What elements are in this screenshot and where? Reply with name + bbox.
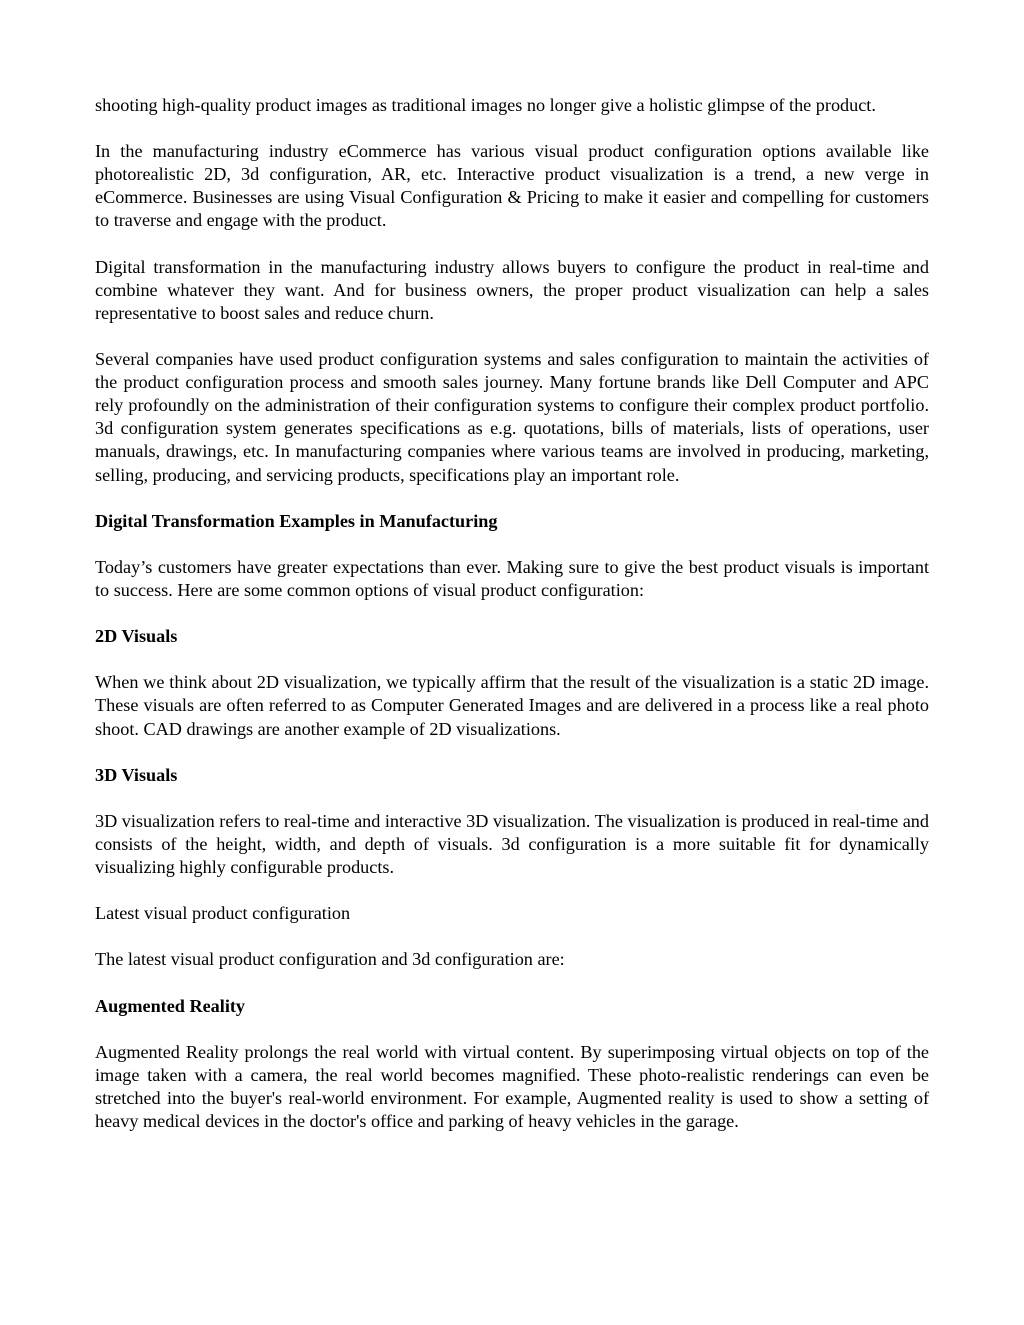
paragraph-latest-configuration-intro: The latest visual product configuration and 3d configuration are: [95,949,565,970]
heading-augmented-reality: Augmented Reality [95,995,246,1016]
paragraph-customer-expectations: Today’s customers have greater expectations than ever. Making sure to give the best product visuals is important to success. Here are some common options of visual product configuration: [95,556,929,600]
paragraph-latest-configuration-label: Latest visual product configuration [95,903,351,924]
paragraph-digital-transformation: Digital transformation in the manufacturing industry allows buyers to configure the product in real-time and combine whatever they want. And for business owners, the proper product visualization can help a sales representative to boost sales and reduce churn. [95,256,929,323]
paragraph-ecommerce-options: In the manufacturing industry eCommerce has various visual product configuration options available like photorealistic 2D, 3d configuration, AR, etc. Interactive product visualization is a trend, a new verge in eCommerce. Businesses are using Visual Configuration & Pricing to make it easier and compelling for customers to traverse and engage with the product. [95,141,929,231]
heading-2d-visuals: 2D Visuals [95,626,178,647]
heading-transformation-examples: Digital Transformation Examples in Manufacturing [95,510,498,531]
document-page [95,94,929,1156]
paragraph-3d-visualization: 3D visualization refers to real-time and interactive 3D visualization. The visualization is produced in real-time and consists of the height, width, and depth of visuals. 3d configuration is a more suitable fit for dynamically visualizing highly configurable products. [95,810,929,878]
paragraph-configuration-systems: Several companies have used product configuration systems and sales configuration to maintain the activities of the product configuration process and smooth sales journey. Many fortune brands like Dell Computer and APC rely profoundly on the administration of their configuration systems to configure their complex product portfolio. 3d configuration system generates specifications as e.g. quotations, bills of materials, lists of operations, user manuals, drawings, etc. In manufacturing companies where various teams are involved in producing, marketing, selling, producing, and servicing products, specifications play an important role. [95,349,929,485]
paragraph-product-images: shooting high-quality product images as traditional images no longer give a holistic glimpse of the product. [95,95,876,115]
heading-3d-visuals: 3D Visuals [95,764,178,785]
paragraph-2d-visualization: When we think about 2D visualization, we typically affirm that the result of the visualization is a static 2D image. These visuals are often referred to as Computer Generated Images and are delivered in a process like a real photo shoot. CAD drawings are another example of 2D visualizations. [95,672,929,739]
paragraph-augmented-reality: Augmented Reality prolongs the real world with virtual content. By superimposing virtual objects on top of the image taken with a camera, the real world becomes magnified. These photo-realistic renderings can even be stretched into the buyer's real-world environment. For example, Augmented reality is used to show a setting of heavy medical devices in the doctor's office and parking of heavy vehicles in the garage. [95,1041,929,1132]
